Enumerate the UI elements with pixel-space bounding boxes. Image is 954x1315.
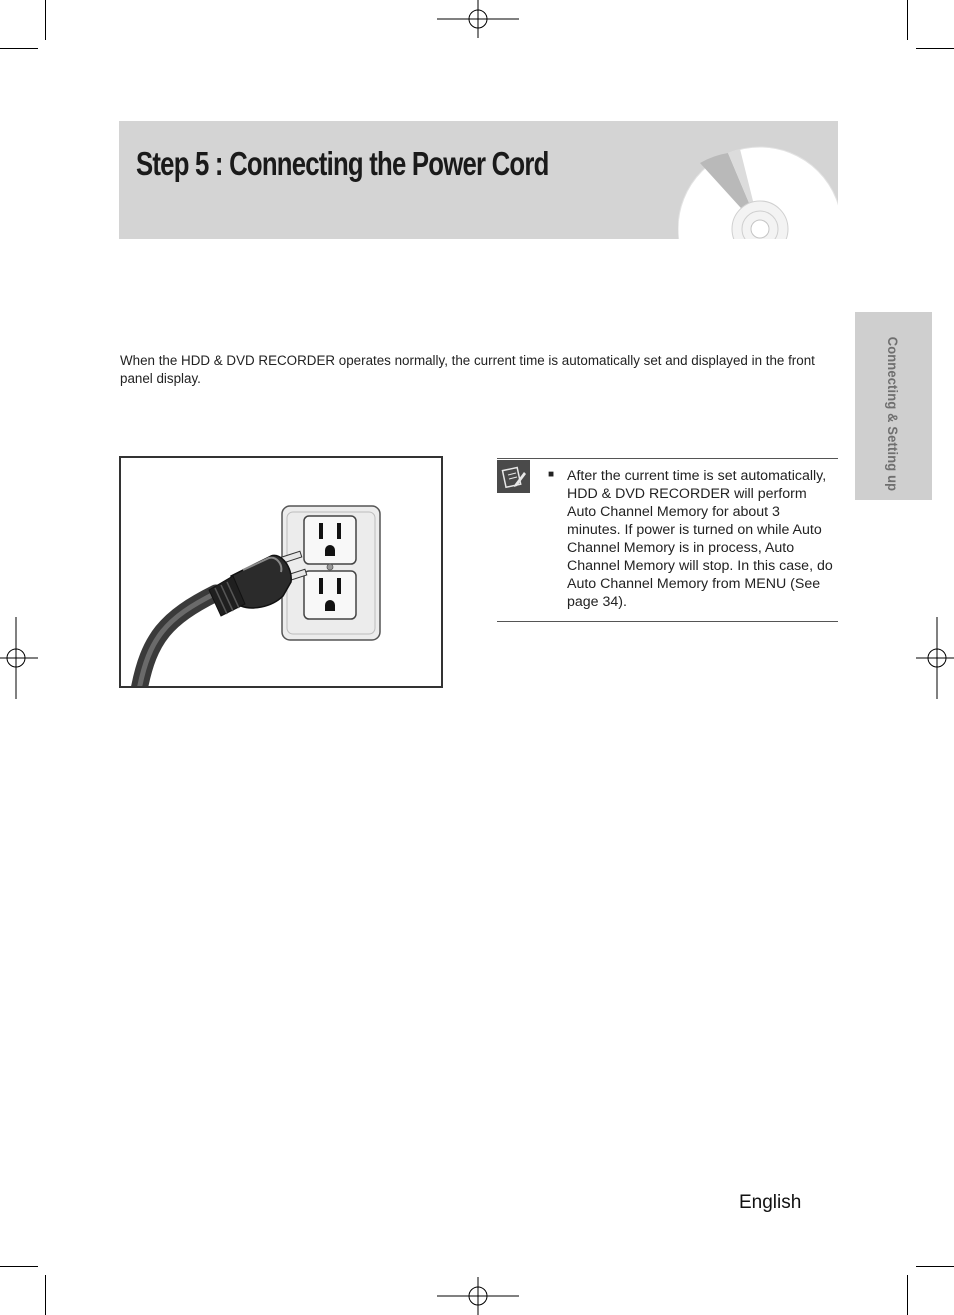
registration-mark-icon (437, 1277, 519, 1315)
footer-language: English (739, 1192, 802, 1213)
crop-mark (916, 48, 954, 49)
crop-mark (45, 1275, 46, 1315)
header-band (119, 121, 838, 239)
power-plug-outlet-illustration (121, 458, 441, 686)
registration-mark-icon (916, 617, 954, 699)
crop-mark (907, 0, 908, 40)
crop-mark (916, 1266, 954, 1267)
registration-mark-icon (437, 0, 519, 38)
pencil-note-icon (497, 460, 530, 493)
note-text: After the current time is set automatically, HDD & DVD RECORDER will perform Auto Channel Memory for about 3 minutes. If power is turned on while Auto Channel Memory is in process, Auto Channel Memory will stop. In this case, do Auto Channel Memory from MENU (See page 34). (567, 468, 833, 610)
crop-mark (907, 1275, 908, 1315)
intro-paragraph: When the HDD & DVD RECORDER operates normally, the current time is automatically set and displayed in the front panel display. (120, 353, 815, 386)
disc-icon (678, 121, 838, 239)
power-plug-figure (119, 456, 443, 688)
section-side-tab (855, 312, 932, 500)
registration-mark-icon (0, 617, 38, 699)
crop-mark (0, 48, 38, 49)
crop-mark (45, 0, 46, 40)
note-panel (497, 458, 838, 622)
crop-mark (0, 1266, 38, 1267)
page-title: Step 5 : Connecting the Power Cord (136, 145, 549, 182)
side-tab-label: Connecting & Setting up (885, 336, 901, 492)
bullet-icon: ■ (548, 469, 555, 480)
